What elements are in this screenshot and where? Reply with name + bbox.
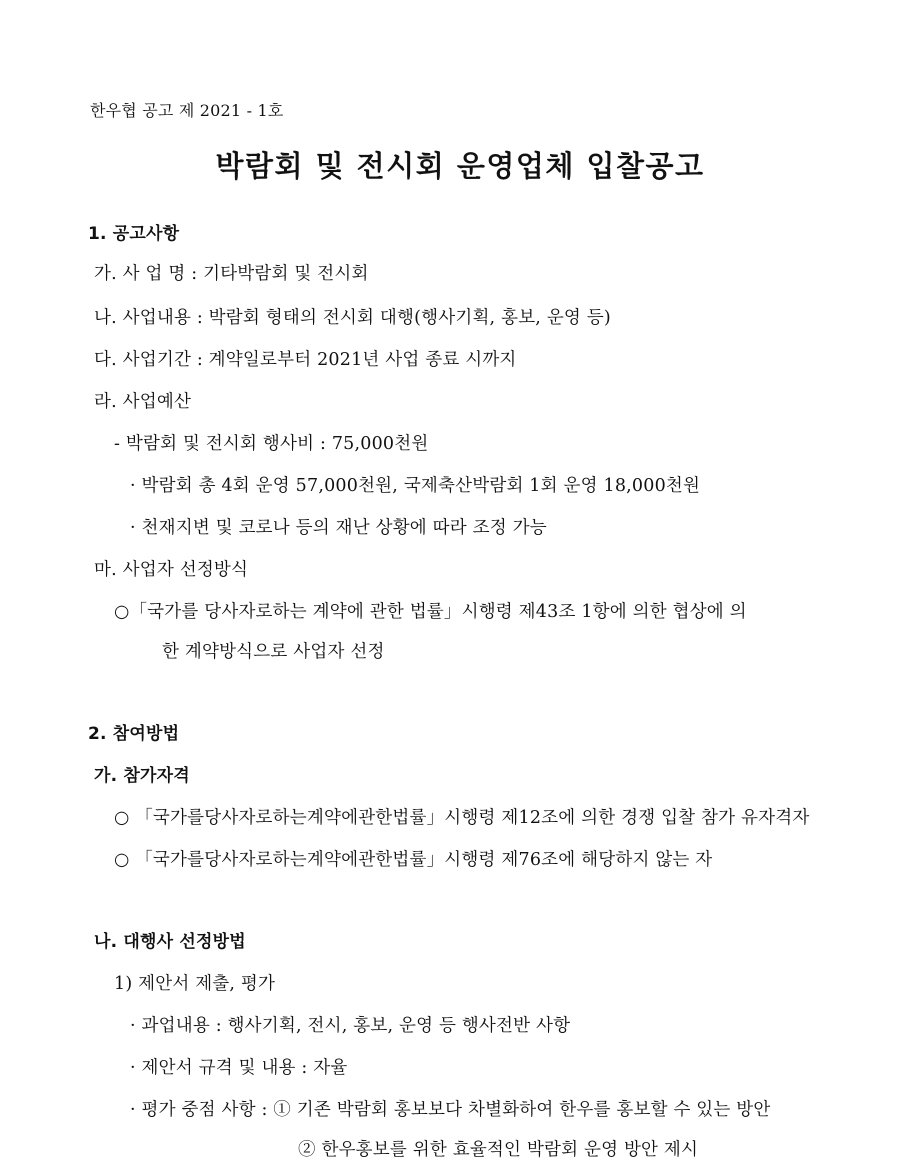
budget-detail: · 박람회 총 4회 운영 57,000천원, 국제축산박람회 1회 운영 18,000천원 [130, 476, 701, 496]
budget-detail: · 천재지변 및 코로나 등의 재난 상황에 따라 조정 가능 [130, 518, 547, 538]
section1-heading: 1. 공고사항 [88, 224, 180, 244]
item-project-budget: 라. 사업예산 [94, 392, 192, 412]
item-project-period: 다. 사업기간 : 계약일로부터 2021년 사업 종료 시까지 [94, 350, 517, 370]
eligibility-heading: 가. 참가자격 [94, 766, 190, 786]
page-title: 박람회 및 전시회 운영업체 입찰공고 [215, 149, 705, 183]
item-project-name: 가. 사 업 명 : 기타박람회 및 전시회 [94, 264, 369, 284]
proposal-item: · 평가 중점 사항 : ① 기존 박람회 홍보보다 차별화하여 한우를 홍보할 수 있는 방안 [130, 1100, 771, 1120]
budget-line: - 박람회 및 전시회 행사비 : 75,000천원 [114, 434, 429, 454]
selection-label: 마. 사업자 선정방식 [94, 560, 249, 580]
section2-heading: 2. 참여방법 [88, 724, 180, 744]
eligibility-item: ○ 「국가를당사자로하는계약에관한법률」시행령 제12조에 의한 경쟁 입찰 참가 유자격자 [114, 808, 810, 828]
proposal-item-cont: ② 한우홍보를 위한 효율적인 박람회 운영 방안 제시 [298, 1140, 699, 1160]
eligibility-item: ○ 「국가를당사자로하는계약에관한법률」시행령 제76조에 해당하지 않는 자 [114, 850, 713, 870]
selection-line-cont: 한 계약방식으로 사업자 선정 [162, 642, 385, 662]
proposal-item: · 제안서 규격 및 내용 : 자율 [130, 1058, 348, 1078]
item-project-content: 나. 사업내용 : 박람회 형태의 전시회 대행(행사기획, 홍보, 운영 등) [94, 308, 611, 328]
selection-method-heading: 나. 대행사 선정방법 [94, 932, 246, 952]
proposal-heading: 1) 제안서 제출, 평가 [114, 974, 276, 994]
selection-line: ○「국가를 당사자로하는 계약에 관한 법률」시행령 제43조 1항에 의한 협상에 의 [114, 602, 747, 622]
proposal-item: · 과업내용 : 행사기획, 전시, 홍보, 운영 등 행사전반 사항 [130, 1016, 571, 1036]
notice-number: 한우협 공고 제 2021 - 1호 [90, 101, 284, 120]
